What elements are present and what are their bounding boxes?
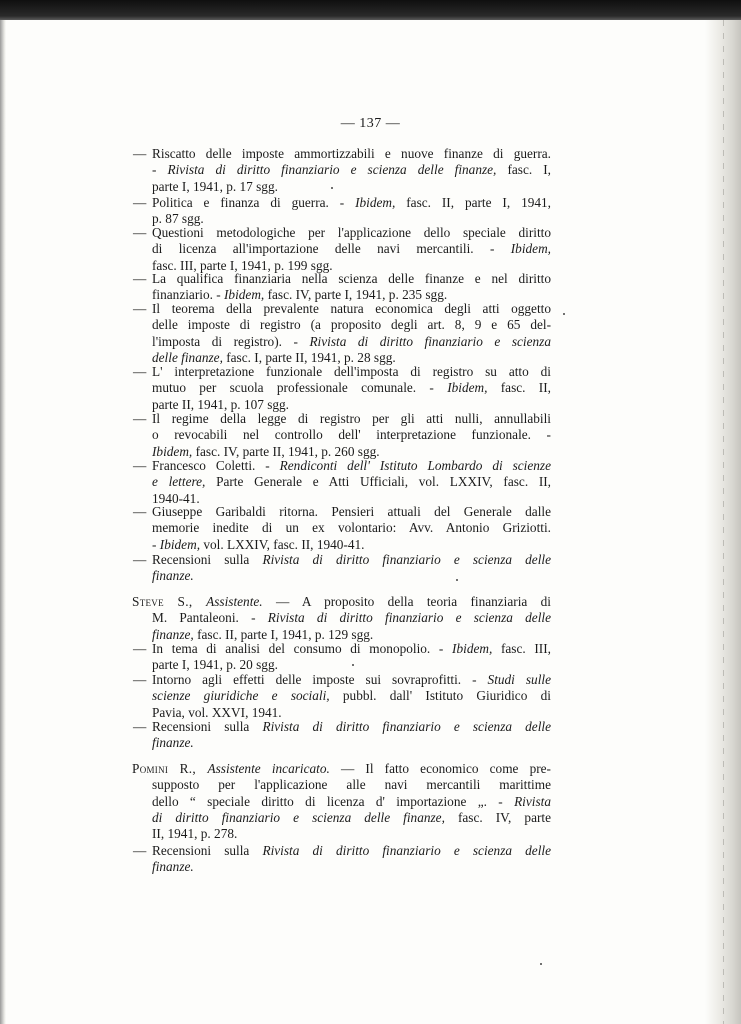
text-run: di licenza all'importazione delle navi mercantili. - <box>152 241 511 257</box>
author-line <box>132 761 551 777</box>
text-run: fasc. II, parte I, 1941, p. 129 sgg. <box>193 626 374 642</box>
text-run: Riscatto delle imposte ammortizzabili e nuove finanze di guerra. <box>152 146 551 161</box>
text-run: fasc. III, <box>492 641 551 656</box>
scan-left-edge <box>0 20 6 1024</box>
text-run: supposto per l'applicazione alle navi mercantili marittime <box>152 777 551 793</box>
scan-top-border <box>0 0 741 20</box>
entry-line <box>133 271 551 287</box>
entry-line <box>133 427 551 443</box>
entry-questioni-metodologiche <box>133 225 551 274</box>
text-run: In tema di analisi del consumo di monopolio. - <box>152 641 453 656</box>
italic-title: Ibidem, <box>355 195 396 210</box>
entry-dash: — <box>133 411 147 426</box>
entry-dash: — <box>133 195 147 210</box>
italic-title: finanze. <box>152 568 194 584</box>
entry-dash: — <box>133 146 147 161</box>
author-line <box>132 594 551 610</box>
entry-recensioni-3 <box>133 843 551 876</box>
entry-dash: — <box>133 719 147 734</box>
text-run: memorie inedite di un ex volontario: Avv. Antonio Griziotti. <box>152 520 551 536</box>
italic-title: Rivista di diritto finanziario e scienza delle finanze, <box>167 162 497 178</box>
entry-analisi-consumo-monopolio <box>133 641 551 674</box>
italic-title: Ibidem, <box>224 287 265 303</box>
entry-line <box>133 552 551 568</box>
entry-qualifica-finanziaria <box>133 271 551 304</box>
entry-dash: — <box>133 301 147 316</box>
text-run: Giuseppe Garibaldi ritorna. Pensieri attuali del Generale dalle <box>152 504 551 519</box>
scan-speck <box>456 579 458 581</box>
italic-title: finanze. <box>152 735 194 751</box>
text-run: L' interpretazione funzionale dell'imposta di registro su atto di <box>152 364 551 379</box>
text-run: finanziario. - <box>152 287 224 303</box>
author-name: Steve S., <box>132 594 207 609</box>
author-name: Pomini R., <box>132 761 208 776</box>
text-run: - <box>152 536 160 552</box>
text-run: fasc. IV, parte II, 1941, p. 260 sgg. <box>192 443 380 459</box>
entry-dash: — <box>133 504 147 519</box>
entry-line <box>133 688 551 704</box>
entry-politica-finanza-guerra <box>133 195 551 228</box>
author-block-pomini <box>133 761 551 842</box>
italic-title: Rivista di diritto finanziario e scienza delle <box>267 610 551 626</box>
text-run: Questioni metodologiche per l'applicazione dello speciale diritto <box>152 225 551 240</box>
entry-line <box>133 380 551 396</box>
entry-line <box>133 504 551 520</box>
text-run: Recensioni sulla <box>152 552 263 567</box>
entry-dash: — <box>133 271 147 286</box>
author-role: Assistente. <box>206 594 263 609</box>
text-run: Politica e finanza di guerra. - <box>152 195 356 210</box>
text-run: fasc. II, parte I, 1941, <box>395 195 551 210</box>
author-line <box>133 777 551 793</box>
text-run: Pavia, vol. XXVI, 1941. <box>152 704 282 720</box>
entry-regime-legge-registro <box>133 411 551 460</box>
italic-title: e lettere, <box>152 474 206 490</box>
italic-title: Ibidem, <box>152 443 193 459</box>
author-line <box>133 810 551 826</box>
text-run: delle imposte di registro (a proposito degli art. 8, 9 e 65 del- <box>152 317 551 333</box>
italic-title: delle finanze, <box>152 349 223 365</box>
entry-effetti-imposte-sovraprofitti <box>133 672 551 721</box>
entry-interpretazione-funzionale <box>133 364 551 413</box>
text-run: - <box>152 162 168 178</box>
scan-speck <box>540 963 542 965</box>
text-run: Intorno agli effetti delle imposte sui sovraprofitti. - <box>152 672 488 687</box>
entry-line <box>133 520 551 536</box>
italic-title: Rivista di diritto finanziario e scienza delle <box>262 719 551 734</box>
text-run: fasc. I, parte II, 1941, p. 28 sgg. <box>222 349 396 365</box>
text-run: Francesco Coletti. - <box>152 458 280 473</box>
entry-line <box>133 179 551 195</box>
entry-line <box>133 195 551 211</box>
italic-title: Rivista di diritto finanziario e scienza <box>309 333 551 349</box>
entry-recensioni-1 <box>133 552 551 585</box>
text-run: o revocabili nel controllo dell' interpretazione funzionale. - <box>152 427 551 443</box>
scan-speck <box>331 187 333 189</box>
text-run: fasc. IV, parte <box>444 809 552 825</box>
italic-title: Studi sulle <box>487 672 551 687</box>
text-run: vol. LXXIV, fasc. II, 1940-41. <box>200 536 365 552</box>
text-run: fasc. I, <box>496 162 551 178</box>
entry-line <box>133 162 551 178</box>
text-run: Il regime della legge di registro per gli atti nulli, annullabili <box>152 411 551 426</box>
text-run: pubbl. dall' Istituto Giuridico di <box>329 688 551 704</box>
entry-line <box>133 241 551 257</box>
entry-dash: — <box>133 672 147 687</box>
italic-title: scienze giuridiche e sociali, <box>152 688 330 704</box>
text-run: — A proposito della teoria finanziaria di <box>262 594 551 609</box>
text-run: mutuo per scuola professionale comunale. - <box>152 380 448 396</box>
entry-line <box>133 334 551 350</box>
author-line <box>133 794 551 810</box>
entry-line <box>133 411 551 427</box>
entry-line <box>133 474 551 490</box>
entry-dash: — <box>133 552 147 567</box>
italic-title: Rivista di diritto finanziario e scienza delle <box>262 843 551 858</box>
italic-title: Ibidem, <box>159 536 201 552</box>
entry-dash: — <box>133 843 147 858</box>
text-run: II, 1941, p. 278. <box>152 826 238 842</box>
entry-dash: — <box>133 458 147 473</box>
text-run: fasc. IV, parte I, 1941, p. 235 sgg. <box>264 287 448 303</box>
text-run: M. Pantaleoni. - <box>152 610 268 626</box>
text-run: Recensioni sulla <box>152 843 263 858</box>
italic-title: di diritto finanziario e scienza delle finanze, <box>152 809 445 825</box>
author-role: Assistente incaricato. <box>207 761 330 776</box>
entry-line <box>133 537 551 553</box>
text-run: La qualifica finanziaria nella scienza delle finanze e nel diritto <box>152 271 551 286</box>
entry-dash: — <box>133 225 147 240</box>
text-run: parte II, 1941, p. 107 sgg. <box>152 396 290 412</box>
text-run: dello “ speciale diritto di licenza d' importazione „. - <box>152 793 515 809</box>
text-run: — Il fatto economico come pre- <box>329 761 551 776</box>
text-run: fasc. II, <box>487 380 551 396</box>
page-number: — 137 — <box>340 116 401 131</box>
entry-line <box>133 843 551 859</box>
entry-riscatto-imposte <box>133 146 551 195</box>
scan-right-edge <box>705 20 741 1024</box>
entry-francesco-coletti <box>133 458 551 507</box>
italic-title: Rendiconti dell' Istituto Lombardo di scienze <box>279 458 551 473</box>
entry-line <box>133 225 551 241</box>
text-run: fasc. III, parte I, 1941, p. 199 sgg. <box>152 257 333 273</box>
text-run: Parte Generale e Atti Ufficiali, vol. LXXIV, fasc. II, <box>205 474 552 490</box>
author-line <box>133 610 551 626</box>
text-run: 1940-41. <box>152 490 200 506</box>
italic-title: Ibidem, <box>510 241 551 257</box>
italic-title: Ibidem, <box>452 641 493 656</box>
entry-line <box>133 317 551 333</box>
text-run: l'imposta di registro). - <box>152 333 310 349</box>
author-block-steve <box>133 594 551 643</box>
scan-speck <box>563 313 565 315</box>
entry-line <box>133 859 551 875</box>
entry-recensioni-2 <box>133 719 551 752</box>
italic-title: Ibidem, <box>447 380 488 396</box>
entry-giuseppe-garibaldi <box>133 504 551 553</box>
italic-title: finanze. <box>152 859 194 875</box>
entry-line <box>133 672 551 688</box>
italic-title: finanze, <box>152 626 194 642</box>
text-run: parte I, 1941, p. 17 sgg. <box>152 178 278 194</box>
entry-line <box>133 458 551 474</box>
entry-line <box>133 568 551 584</box>
entry-dash: — <box>133 364 147 379</box>
entry-teorema-prevalente-natura <box>133 301 551 366</box>
author-line <box>133 826 551 842</box>
entry-line <box>133 301 551 317</box>
text-run: p. 87 sgg. <box>152 211 204 227</box>
scan-speck <box>352 664 354 666</box>
text-run: parte I, 1941, p. 20 sgg. <box>152 657 278 673</box>
italic-title: Rivista <box>514 793 551 809</box>
text-run: Recensioni sulla <box>152 719 263 734</box>
italic-title: Rivista di diritto finanziario e scienza delle <box>262 552 551 567</box>
entry-line <box>133 641 551 657</box>
entry-line <box>133 364 551 380</box>
entry-line <box>133 146 551 162</box>
entry-line <box>133 719 551 735</box>
text-run: Il teorema della prevalente natura economica degli atti oggetto <box>152 301 551 316</box>
entry-dash: — <box>133 641 147 656</box>
entry-line <box>133 735 551 751</box>
